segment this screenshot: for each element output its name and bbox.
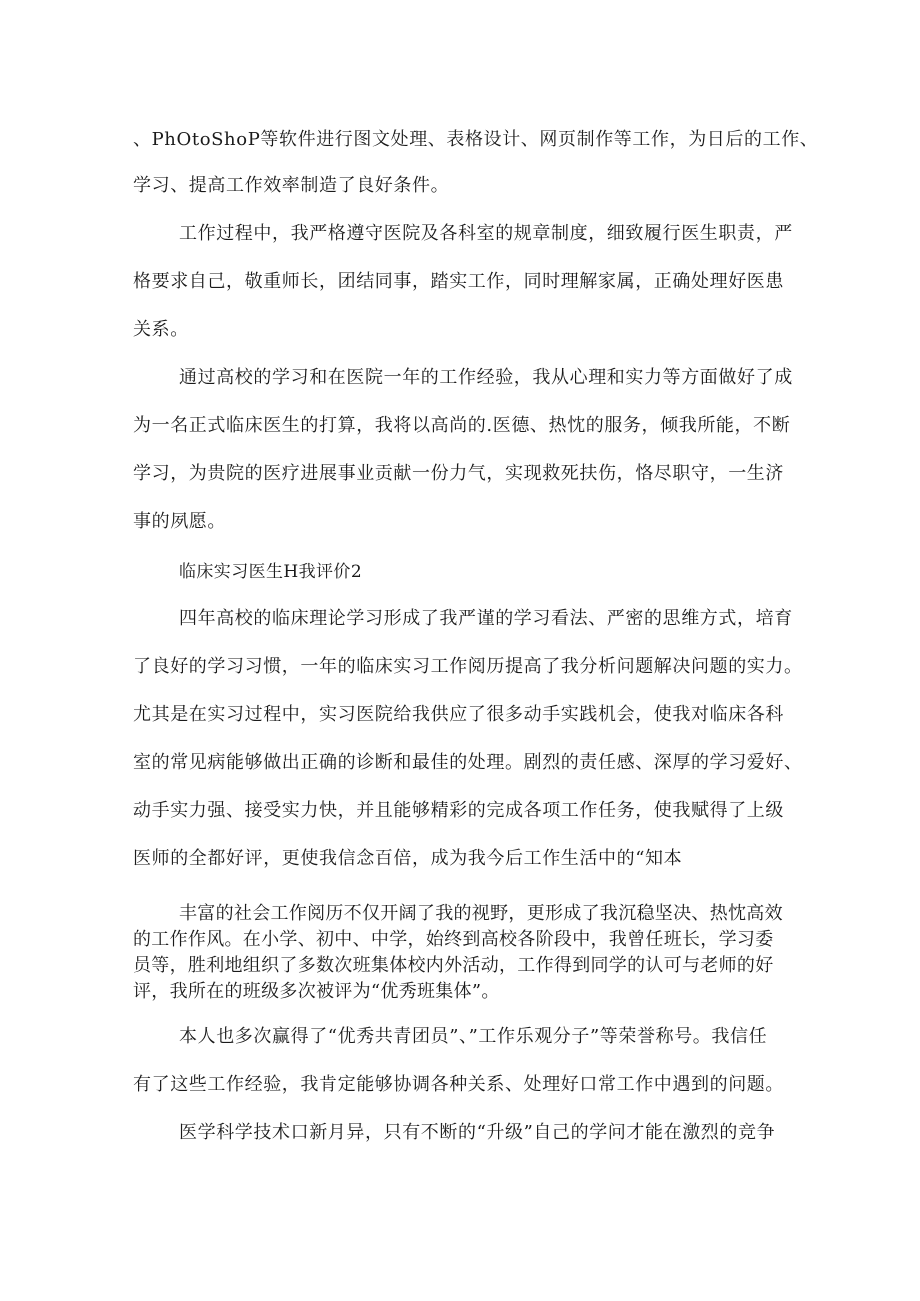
text-line: 室的常见病能够做出正确的诊断和最佳的处理。剧烈的责任感、深厚的学习爱好、 (133, 752, 803, 773)
text-line: 学习，为贵院的医疗进展事业贡献一份力气，实现救死扶伤，恪尽职守，一生济 (133, 463, 784, 484)
text-line: 了良好的学习习惯，一年的临床实习工作阅历提高了我分析问题解决问题的实力。 (133, 656, 803, 677)
text-line: 有了这些工作经验，我肯定能够协调各种关系、处理好口常工作中遇到的问题。 (133, 1074, 784, 1095)
text-line: 为一名正式临床医生的打算，我将以高尚的.医德、热忱的服务，倾我所能，不断 (133, 415, 791, 436)
text-line: 学习、提高工作效率制造了良好条件。 (133, 175, 450, 196)
text-line: 本人也多次赢得了“优秀共青团员”、”工作乐观分子”等荣誉称号。我信任 (179, 1026, 768, 1047)
text-line: 格要求自己，敬重师长，团结同事，踏实工作，同时理解家属，正确处理好医患 (133, 271, 784, 292)
text-line: 评，我所在的班级多次被评为“优秀班集体”。 (133, 981, 500, 1002)
text-line: 工作过程中，我严格遵守医院及各科室的规章制度，细致履行医生职责，严 (179, 223, 793, 244)
section-heading: 临床实习医生H我评价2 (179, 562, 363, 582)
text-line: 医学科学技术口新月异，只有不断的“升级”自己的学问才能在激烈的竞争 (179, 1122, 776, 1143)
text-line: 、PhOtoShoP等软件进行图文处理、表格设计、网页制作等工作，为日后的工作、 (133, 129, 819, 150)
text-line: 通过高校的学习和在医院一年的工作经验，我从心理和实力等方面做好了成 (179, 367, 793, 388)
text-line: 四年高校的临床理论学习形成了我严谨的学习看法、严密的思维方式，培育 (179, 608, 793, 629)
text-line: 医师的全都好评，更使我信念百倍，成为我今后工作生活中的“知本 (133, 848, 683, 869)
text-line: 员等，胜利地组织了多数次班集体校内外活动，工作得到同学的认可与老师的好 (133, 955, 774, 976)
text-line: 丰富的社会工作阅历不仅开阔了我的视野，更形成了我沉稳坚决、热忱高效 (179, 903, 783, 924)
text-line: 尤其是在实习过程中，实习医院给我供应了很多动手实践机会，使我对临床各科 (133, 704, 784, 725)
text-line: 的工作作风。在小学、初中、中学，始终到高校各阶段中，我曾任班长，学习委 (133, 929, 774, 950)
text-line: 关系。 (133, 319, 189, 340)
text-line: 事的夙愿。 (133, 511, 226, 532)
text-line: 动手实力强、接受实力快，并且能够精彩的完成各项工作任务，使我赋得了上级 (133, 800, 784, 821)
